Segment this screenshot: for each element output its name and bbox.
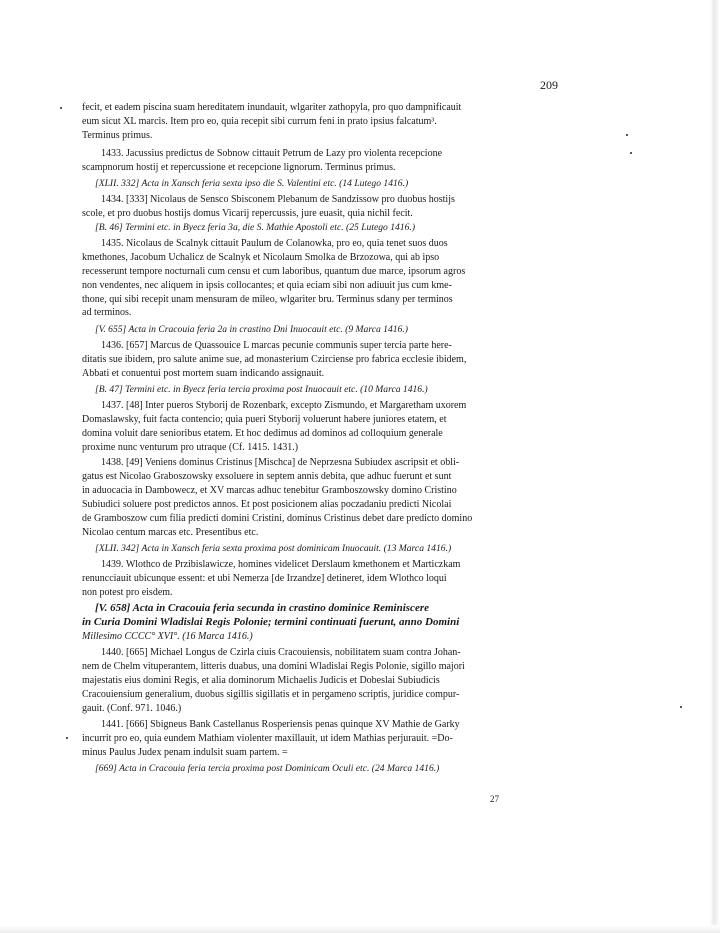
session-heading: [669] Acta in Cracouia feria tercia proxima post Dominicam Oculi etc. (24 Marca 1416.) [95,763,440,774]
text-line: renuncciauit ubicunque essent: et ubi Nemerza [de Irzandze] detineret, idem Wlothco loqui [82,573,447,584]
text-line: 1437. [48] Inter pueros Styborij de Rozenbark, excepto Zismundo, et Margaretham uxorem [101,400,467,411]
scan-edge-shadow [710,0,720,933]
text-line: in aduocacia in Dambowecz, et XV marcas adhuc tenebitur Gramboszowsky domino Cristino [82,485,457,496]
text-line: Terminus primus. [82,130,153,141]
text-line: Nicolao centum marcas etc. Presentibus etc. [82,527,259,538]
text-line: fecit, et eadem piscina suam hereditatem inundauit, wlgariter zathopyla, pro quo dampnificauit [82,102,462,113]
text-line: majestatis eius domini Regis, et alia dominorum Michaelis Judicis et Dobeslai Subiudicis [82,675,440,686]
text-line: minus Paulus Judex penam indulsit suam partem. = [82,747,288,758]
footer-number: 27 [490,794,499,804]
text-line: recesserunt tempore nocturnali cum censu et cum laboribus, quantum due marce, ipsorum agros [82,266,466,277]
scan-speck [626,134,628,136]
text-line: 1435. Nicolaus de Scalnyk cittauit Paulum de Colanowka, pro eo, quia tenet suos duos [101,238,448,249]
text-line: proxime nunc venturum pro utraque (Cf. 1415. 1431.) [82,442,299,453]
session-heading: [V. 655] Acta in Cracouia feria 2a in crastino Dni Inuocauit etc. (9 Marca 1416.) [95,324,408,335]
text-line: scole, et pro duobus hostijs domus Vicarij repercussis, jure euasit, quia nichil fecit. [82,208,413,219]
text-line: incurrit pro eo, quia eundem Mathiam violenter maxillauit, ut idem Mathias perjurauit. =Do- [82,733,453,744]
text-line: 1439. Wlothco de Przibislawicze, homines videlicet Derslaum kmethonem et Marticzkam [101,559,461,570]
text-line: 1440. [665] Michael Longus de Czirla ciuis Cracouiensis, nobilitatem suam contra Johan- [101,647,461,658]
scan-speck [680,706,682,708]
text-line: kmethones, Jacobum Uchalicz de Scalnyk et Nicolaum Smolka de Brzozowa, qui ab ipso [82,252,440,263]
text-line: non potest pro eisdem. [82,587,173,598]
session-heading-bold: [V. 658] Acta in Cracouia feria secunda in crastino dominice Reminiscere [95,602,429,614]
scan-speck [66,737,68,739]
session-heading: [XLII. 342] Acta in Xansch feria sexta proxima post dominicam Inuocauit. (13 Marca 1416.) [95,543,452,554]
text-line: 1434. [333] Nicolaus de Sensco Sbisconem Plebanum de Sandzissow pro duobus hostijs [101,194,455,205]
text-line: 1441. [666] Sbigneus Bank Castellanus Rosperiensis penas quinque XV Mathie de Garky [101,719,460,730]
text-line: 1433. Jacussius predictus de Sobnow cittauit Petrum de Lazy pro violenta recepcione [101,148,443,159]
scan-speck [630,152,632,154]
session-heading: [B. 46] Termini etc. in Byecz feria 3a, die S. Mathie Apostoli etc. (25 Lutego 1416.) [95,222,416,233]
text-line: gatus est Nicolao Graboszowsky exsoluere in septem annis debita, que adhuc fuerunt et sunt [82,471,452,482]
session-heading-bold: in Curia Domini Wladislai Regis Polonie; termini continuati fuerunt, anno Domini [82,616,460,628]
text-line: scampnorum hostij et repercussione et recepcione lignorum. Terminus primus. [82,162,396,173]
text-line: gauit. (Conf. 971. 1046.) [82,703,182,714]
text-line: de Gramboszow cum filia predicti domini Cristini, dominus Cristinus debet dare predicto domino [82,513,473,524]
text-line: 1438. [49] Veniens dominus Cristinus [Mischca] de Neprzesna Subiudex ascripsit et obli- [101,457,460,468]
text-line: Abbati et conuentui post mortem suam indicando assignauit. [82,368,325,379]
text-line: Domaslawsky, fuit facta contencio; quia pueri Styborij voluerunt habere juniores etatem, et [82,414,447,425]
text-line: ad terminos. [82,307,132,318]
session-heading: [B. 47] Termini etc. in Byecz feria tercia proxima post Inuocauit etc. (10 Marca 1416.) [95,384,428,395]
scan-edge-shadow [0,925,720,933]
text-line: domina voluit dare senioribus etatem. Et hoc dedimus ad dominos ad colloquium generale [82,428,443,439]
page-number: 209 [540,78,558,92]
text-line: thone, qui sibi recepit unam mensuram de mileo, wlgariter bru. Terminus sdany per terminos [82,294,453,305]
session-heading: Millesimo CCCC° XVI°. (16 Marca 1416.) [82,631,253,642]
text-line: nem de Chelm vituperantem, litteris duabus, una domini Wladislai Regis Polonie, sigillo majori [82,661,465,672]
session-heading: [XLII. 332] Acta in Xansch feria sexta ipso die S. Valentini etc. (14 Lutego 1416.) [95,178,409,189]
text-line: Subiudici soluere post predictos annos. Et post posicionem alias poczadaniu predicti Nicolai [82,499,452,510]
text-line: Cracouiensium generalium, duobus sigillis sigillatis et in pergameno scriptis, juridice compur- [82,689,460,700]
text-line: non vendentes, nec aliquem in ipsis collocantes; et quia eciam sibi non adiuuit jus cum kme- [82,280,452,291]
text-line: 1436. [657] Marcus de Quassouice L marcas pecunie communis super tercia parte here- [101,340,452,351]
scan-speck [60,107,62,109]
text-line: ditatis sue ibidem, pro salute anime sue, ad monasterium Czirciense pro fabrica ecclesie ibidem, [82,354,467,365]
text-line: eum sicut XL marcis. Item pro eo, quia recepit sibi currum feni in prato ipsius falcatum³. [82,116,437,127]
